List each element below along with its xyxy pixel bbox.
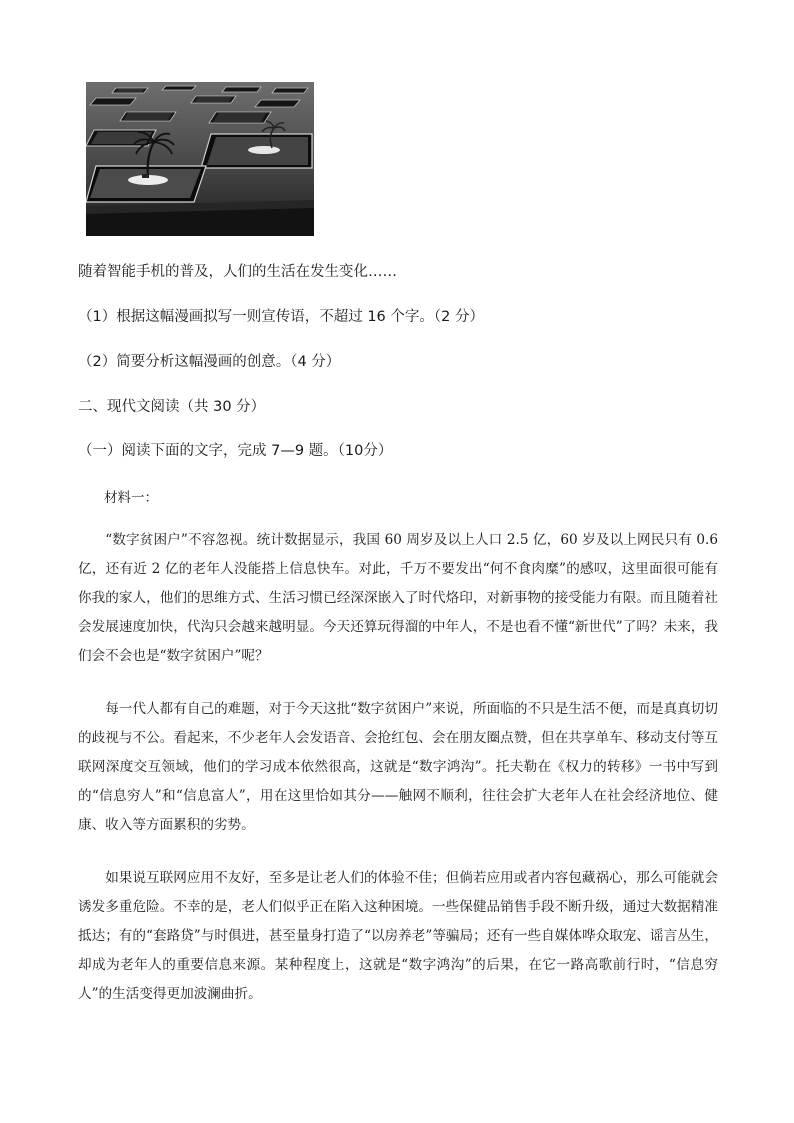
material-label: 材料一：	[104, 490, 158, 506]
section-title: 二、现代文阅读（共 30 分）	[78, 399, 266, 415]
paragraph-3: 如果说互联网应用不友好，至多是让老人们的体验不佳；但倘若应用或者内容包藏祸心，那么可能就会诱发多重危险。不幸的是，老人们似乎正在陷入这种困境。一些保健品销售手段不断升级，通过大数据精准抵达；有的“套路贷”与时俱进，甚至量身打造了“以房养老”等骗局；还有一些自媒体哗众取宠、谣言丛生，却成为老年人的重要信息来源。某种程度上，这就是“数字鸿沟”的后果，在它一路高歌前行时，“信息穷人”的生活变得更加波澜曲折。	[78, 870, 718, 1002]
paragraph-1: “数字贫困户”不容忽视。统计数据显示，我国 60 周岁及以上人口 2.5 亿，60 岁及以上网民只有 0.6 亿，还有近 2 亿的老年人没能搭上信息快车。对此，千万不要发出“何不食肉糜”的感叹，这里面很可能有你我的家人，他们的思维方式、生活习惯已经深深嵌入了时代烙印，对新事物的接受能力有限。而且随着社会发展速度加快，代沟只会越来越明显。今天还算玩得溜的中年人，不是也看不懂“新世代”了吗？未来，我们会不会也是“数字贫困户”呢？	[78, 532, 718, 664]
question-2: （2）简要分析这幅漫画的创意。（4 分）	[78, 354, 341, 370]
cartoon-phones-islands-image	[86, 82, 314, 236]
paragraph-2: 每一代人都有自己的难题，对于今天这批“数字贫困户”来说，所面临的不只是生活不便，而是真真切切的歧视与不公。看起来，不少老年人会发语音、会抢红包、会在朋友圈点赞，但在共享单车、移动支付等互联网深度交互领域，他们的学习成本依然很高，这就是“数字鸿沟”。托夫勒在《权力的转移》一书中写到的“信息穷人”和“信息富人”，用在这里恰如其分——触网不顺利，往往会扩大老年人在社会经济地位、健康、收入等方面累积的劣势。	[78, 701, 718, 833]
question-1: （1）根据这幅漫画拟写一则宣传语，不超过 16 个字。（2 分）	[78, 309, 484, 325]
cartoon-image	[86, 82, 314, 236]
cartoon-caption: 随着智能手机的普及，人们的生活在发生变化……	[78, 264, 397, 280]
subsection-title: （一）阅读下面的文字，完成 7—9 题。（10分）	[78, 443, 393, 459]
